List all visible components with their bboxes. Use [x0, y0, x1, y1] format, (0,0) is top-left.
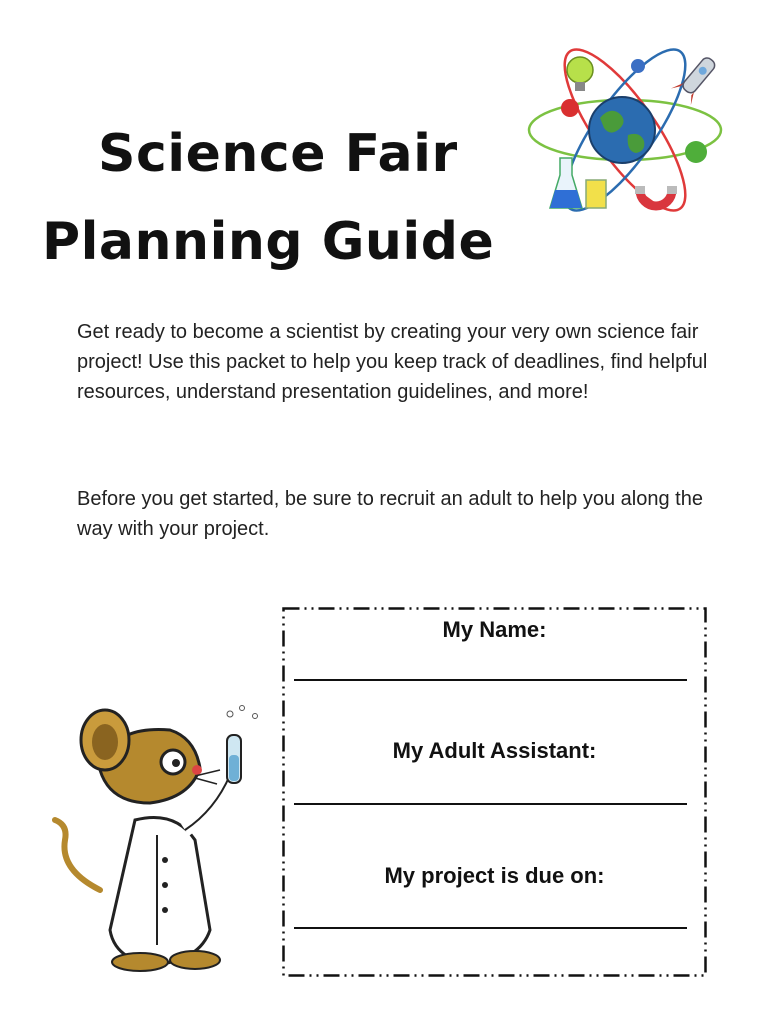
- title-line-1: Science Fair: [98, 124, 458, 184]
- student-info-form: [282, 607, 707, 977]
- name-input-line[interactable]: [294, 679, 687, 681]
- due-date-label: My project is due on:: [384, 863, 605, 888]
- name-label: My Name:: [442, 617, 547, 642]
- due-date-input-line[interactable]: [294, 927, 687, 929]
- adult-assistant-input-line[interactable]: [294, 803, 687, 805]
- adult-assistant-label: My Adult Assistant:: [392, 738, 597, 763]
- science-atom-icon: [520, 40, 730, 218]
- dash-dot-border: [282, 607, 707, 977]
- adult-help-paragraph: Before you get started, be sure to recruit an adult to help you along the way with your project.: [77, 488, 703, 540]
- intro-paragraph: Get ready to become a scientist by creating your very own science fair project! Use this packet to help you keep track of deadlines, find helpful resources, understand presentation guidelines, and more!: [77, 321, 708, 403]
- title-line-2: Planning Guide: [42, 212, 495, 272]
- scientist-rat-illustration: [45, 700, 275, 985]
